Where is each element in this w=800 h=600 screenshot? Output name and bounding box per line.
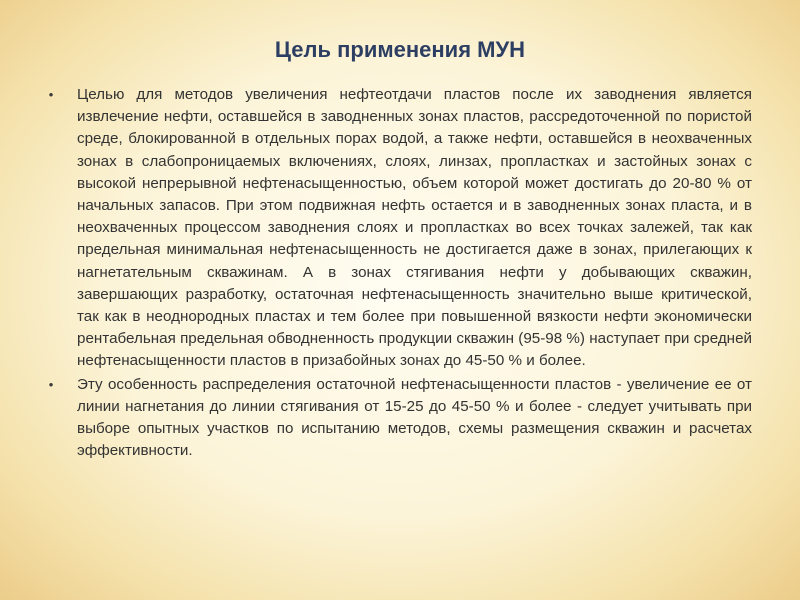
bullet-list bbox=[44, 84, 752, 463]
bullet-marker: • bbox=[48, 376, 54, 392]
bullet-text: Целью для методов увеличения нефтеотдачи пластов после их заводнения является извлечение нефти, оставшейся в заводненных зонах пластов, рассредоточенной по пористой среде, блокированной в отдельных порах водой, а также нефти, оставшейся в неохваченных зонах в слабопроницаемых включениях, слоях, линзах, пропластках и застойных зонах с высокой непрерывной нефтенасыщенностью, объем которой может достигать до 20-80 % от начальных запасов. При этом подвижная нефть остается и в заводненных зонах пласта, и в неохваченных процессом заводнения слоях и пропластках во всех точках залежей, так как предельная минимальная нефтенасыщенность не достигается даже в зонах, прилегающих к нагнетательным скважинам. А в зонах стягивания нефти у добывающих скважин, завершающих разработку, остаточная нефтенасыщенность значительно выше критической, так как в неоднородных пластах и тем более при повышенной вязкости нефти экономически рентабельная предельная обводненность продукции скважин (95-98 %) наступает при средней нефтенасыщенности пластов в призабойных зонах до 45-50 % и более. bbox=[77, 86, 752, 370]
bullet-item-distribution bbox=[44, 374, 752, 463]
bullet-text: Эту особенность распределения остаточной нефтенасыщенности пластов - увеличение ее от линии нагнетания до линии стягивания от 15-25 до 45-50 % и более - следует учитывать при выборе опытных участков по испытанию методов, схемы размещения скважин и расчетах эффективности. bbox=[77, 375, 752, 460]
bullet-marker: • bbox=[48, 87, 54, 102]
slide-title: Цель применения МУН bbox=[274, 37, 526, 62]
bullet-item-goal bbox=[44, 84, 752, 373]
